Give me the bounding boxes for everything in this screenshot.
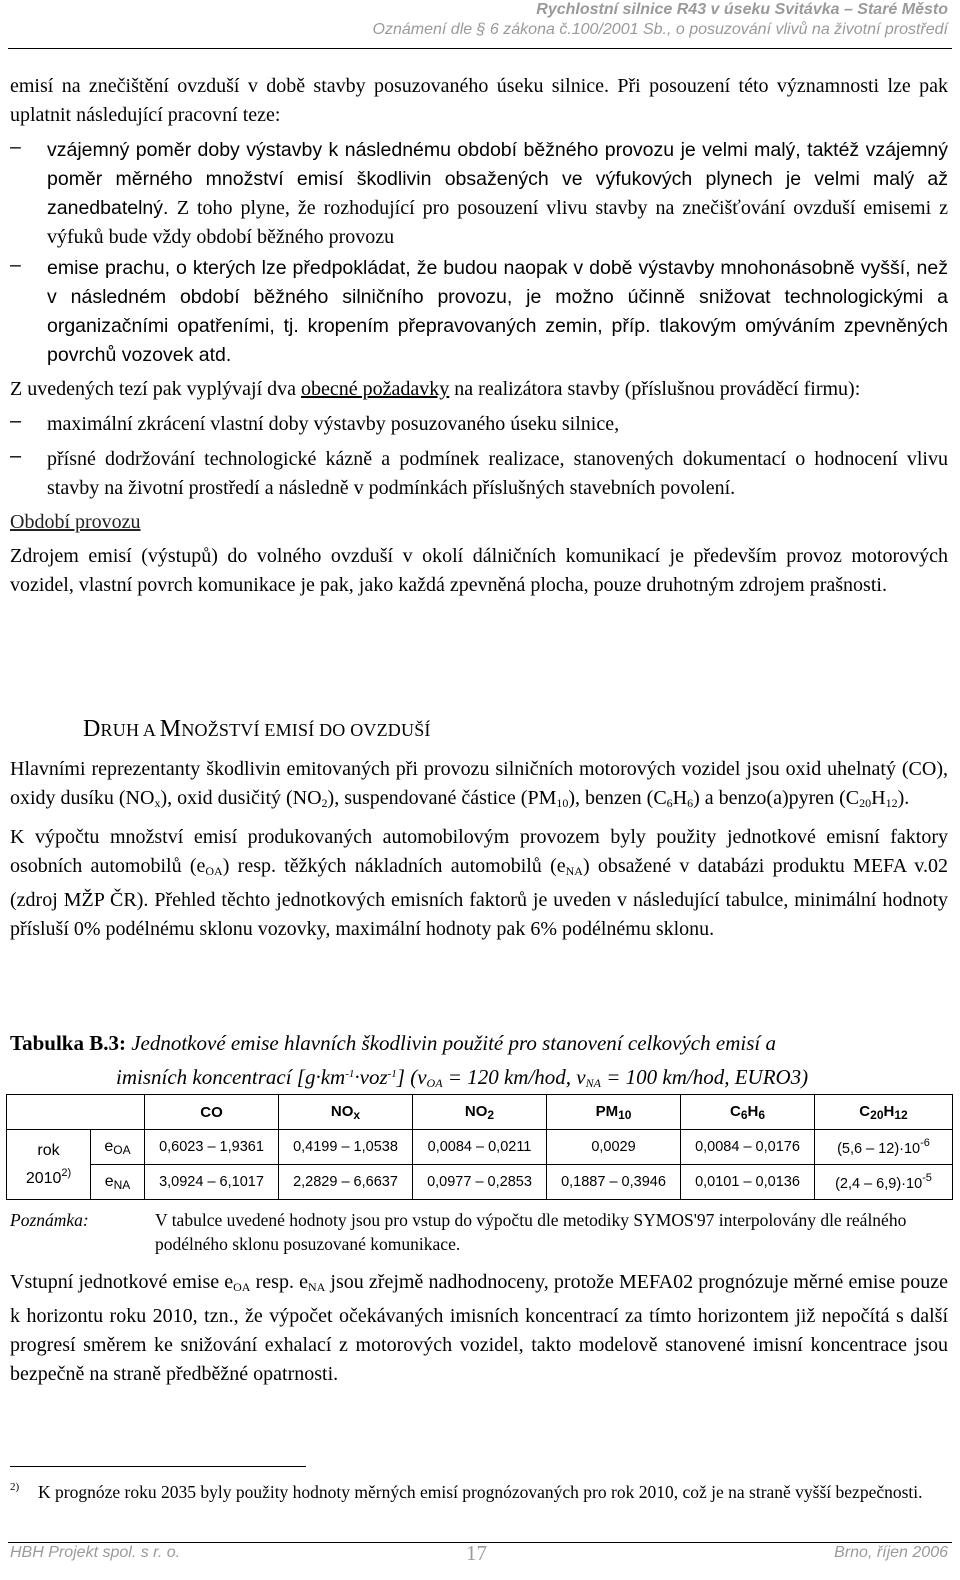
requirement-2-text: přísné dodržování technologické kázně a podmínek realizace, stanovených dokumentací o hodnocení vlivu stavby na životní prostředí a následně v podmínkách příslušných stavebních povolení. [47, 448, 948, 499]
table-note [10, 1208, 950, 1256]
section-heading: DRUH A MNOŽSTVÍ EMISÍ DO OVZDUŠÍ [83, 716, 431, 742]
period-heading: Období provozu [10, 511, 141, 533]
intro-paragraph: emisí na znečištění ovzduší v době stavby posuzovaného úseku silnice. Při posouzení této významnosti lze pak uplatnit následující pracovní teze: [10, 75, 948, 126]
table-header-row [7, 1095, 953, 1130]
table-row [7, 1165, 953, 1200]
header-subtitle: Oznámení dle § 6 zákona č.100/2001 Sb., o posuzování vlivů na životní prostředí [372, 21, 948, 38]
footnote [10, 1480, 948, 1504]
cell-value: $(2,4 - 6,9)\cdot 10^{-5}$ [815, 1165, 953, 1200]
table-label: Tabulka B.3: [10, 1031, 126, 1055]
emission-factors-paragraph: K výpočtu množství emisí produkovaných automobilovým provozem byly použity jednotkové emisní faktory osobních automobilů $(e_{OA})$ resp. těžkých nákladních automobilů $(e_{NA})$ obsažené v databázi produktu MEFA v.02 (zdroj MŽP ČR). Přehled těchto jednotkových emisních faktorů je uveden v následující tabulce, minimální hodnoty přísluší 0% podélnému sklonu vozovky, maximální hodnoty pak 6% podélnému sklonu. [10, 826, 949, 940]
requirement-1-text: maximální zkrácení vlastní doby výstavby posuzovaného úseku silnice, [47, 413, 620, 435]
header-benzopyrene: $C_{20}H_{12}$ [815, 1095, 953, 1130]
cell-value: 0,6023 – 1,9361 [145, 1130, 279, 1165]
note-text: V tabulce uvedené hodnoty jsou pro vstup do výpočtu dle metodiky SYMOS'97 interpolovány dle reálného podélného sklonu posuzované komunikace. [155, 1210, 907, 1254]
header-rule [8, 48, 952, 49]
requirement-item-1 [10, 410, 948, 439]
cell-value: 0,0084 – 0,0211 [413, 1130, 547, 1165]
cell-value: 0,4199 – 1,0538 [279, 1130, 413, 1165]
row-label-oa: $e_{OA}$ [91, 1130, 145, 1165]
thesis-item-2 [10, 254, 948, 370]
header-pm10: $PM_{10}$ [547, 1095, 681, 1130]
dash-marker: – [10, 136, 21, 158]
table-caption: Tabulka B.3: Jednotkové emise hlavních škodlivin použité pro stanovení celkových emisí a imisních koncentrací $[g\cdot km^{-1}\cdot voz^{-1}] (v_{OA} = 120$ km/hod, $v_{NA} = 100$ km/hod, EURO3) [10, 1031, 809, 1090]
dash-marker: – [10, 254, 21, 276]
pollutants-paragraph: Hlavními reprezentanty škodlivin emitovaných při provozu silničních motorových vozidel jsou oxid uhelnatý (CO), oxidy dusíku $(NO_x)$, oxid dusičitý $(NO_2)$, suspendované částice $(PM_{10})$, benzen $(C_6H_6)$ a benzo(a)pyren $(C_{20}H_{12})$. [10, 758, 948, 810]
requirements-intro: Z uvedených tezí pak vyplývají dva obecné požadavky na realizátora stavby (příslušnou prováděcí firmu): [10, 378, 861, 400]
cell-value: 0,0084 – 0,0176 [681, 1130, 815, 1165]
row-label-na: $e_{NA}$ [91, 1165, 145, 1200]
thesis-1-continuation: Z toho plyne, že rozhodující pro posouzení vlivu stavby na znečišťování ovzduší emisemi z výfuků bude vždy období běžného provozu [47, 197, 949, 248]
footer-date: Brno, říjen 2006 [834, 1544, 948, 1561]
cell-value: 0,0977 – 0,2853 [413, 1165, 547, 1200]
thesis-item-1 [10, 136, 948, 252]
emissions-description [10, 755, 948, 944]
conclusion-paragraph: Vstupní jednotkové emise $e_{OA}$ resp. $e_{NA}$ jsou zřejmě nadhodnoceny, protože MEFA02 prognózuje měrné emise pouze k horizontu roku 2010, tzn., že výpočet očekávaných imisních koncentrací za tímto horizontem již nepočítá s další progresí směrem ke snižování exhalací z motorových vozidel, takto modelově stanovené imisní koncentrace jsou bezpečně na straně předběžné opatrnosti. [10, 1271, 948, 1385]
period-paragraph: Zdrojem emisí (výstupů) do volného ovzduší v okolí dálničních komunikací je především provoz motorových vozidel, vlastní povrch komunikace je pak, jako každá zpevněná plocha, pouze druhotným zdrojem prašnosti. [10, 545, 948, 596]
cell-value: 0,0101 – 0,0136 [681, 1165, 815, 1200]
cell-value: 0,1887 – 0,3946 [547, 1165, 681, 1200]
footnote-text: K prognóze roku 2035 byly použity hodnoty měrných emisí prognózovaných pro rok 2010, což je na straně vyšší bezpečnosti. [38, 1482, 923, 1502]
footnote-rule [10, 1466, 306, 1467]
footnote-number: 2) [10, 1481, 20, 1493]
header-co: CO [145, 1095, 279, 1130]
year-cell: rok 2010$^{2)}$ [7, 1130, 91, 1200]
header-no2: $NO_2$ [413, 1095, 547, 1130]
table-row [7, 1130, 953, 1165]
footer-company: HBH Projekt spol. s r. o. [10, 1544, 181, 1561]
note-label: Poznámka: [10, 1210, 89, 1230]
header-benzene: $C_6H_6$ [681, 1095, 815, 1130]
emission-table [6, 1094, 953, 1200]
requirements-link-text: obecné požadavky [301, 378, 450, 400]
header-nox: $NO_x$ [279, 1095, 413, 1130]
cell-value: 0,0029 [547, 1130, 681, 1165]
dash-marker: – [10, 410, 22, 432]
cell-value: 2,2829 – 6,6637 [279, 1165, 413, 1200]
intro-section [10, 72, 948, 600]
dash-marker: – [10, 445, 22, 467]
thesis-1-text: vzájemný poměr doby výstavby k následnému období běžného provozu je velmi malý, taktéž vzájemný poměr měrného množství emisí škodlivin obsažených ve výfukových plynech je velmi malý až zanedbatelný. [47, 139, 948, 219]
cell-value: $(5,6 - 12)\cdot 10^{-6}$ [815, 1130, 953, 1165]
header-title: Rychlostní silnice R43 v úseku Svitávka – Staré Město [536, 1, 948, 18]
cell-value: 3,0924 – 6,1017 [145, 1165, 279, 1200]
page-number: 17 [466, 1541, 487, 1565]
requirement-item-2 [10, 445, 948, 503]
thesis-2-text: emise prachu, o kterých lze předpokládat, že budou naopak v době výstavby mnohonásobně vyšší, než v následném období běžného silničního provozu, je možno účinně snižovat technologickými a organizačními opatřeními, tj. kropením přepravovaných zemin, příp. tlakovým omýváním zpevněných povrchů vozovek atd. [47, 257, 948, 366]
table-corner-cell [7, 1095, 145, 1130]
